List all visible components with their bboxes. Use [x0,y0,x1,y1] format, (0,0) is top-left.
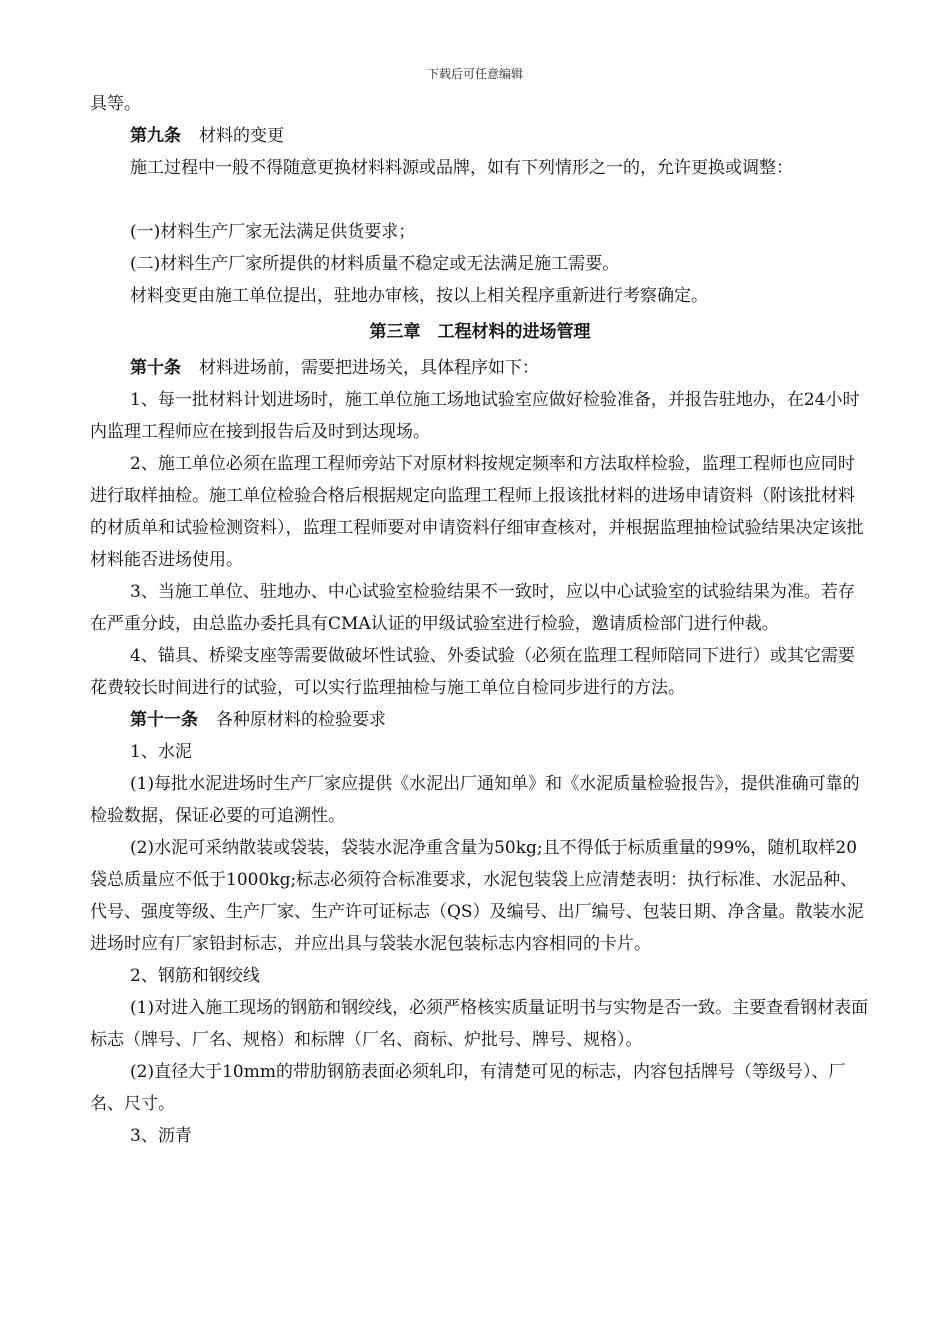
paragraph: (2)水泥可采纳散装或袋装，袋装水泥净重含量为50kg;且不得低于标质重量的99%，随机取样20袋总质量应不低于1000kg;标志必须符合标准要求，水泥包装袋上应清楚表明：执行标准、水泥品种、代号、强度等级、生产厂家、生产许可证标志（QS）及编号、出厂编号、包装日期、净含量。散装水泥进场时应有厂家铅封标志，并应出具与袋装水泥包装标志内容相同的卡片。 [90,838,864,954]
article-9-number: 第九条 [130,126,181,146]
paragraph-continuation: 具等。 [90,94,141,114]
page-header: 下载后可任意编辑 [426,67,523,81]
article-11-heading [90,704,870,736]
list-item: (二)材料生产厂家所提供的材料质量不稳定或无法满足施工需要。 [130,254,620,274]
article-10-heading [90,352,870,384]
paragraph: 3、当施工单位、驻地办、中心试验室检验结果不一致时，应以中心试验室的试验结果为准。若存在严重分歧，由总监办委托具有CMA认证的甲级试验室进行检验，邀请质检部门进行仲裁。 [90,582,855,634]
paragraph: (1)每批水泥进场时生产厂家应提供《水泥出厂通知单》和《水泥质量检验报告》，提供准确可靠的检验数据，保证必要的可追溯性。 [90,774,860,826]
subsection-heading: 3、沥青 [130,1126,192,1146]
article-10-number: 第十条 [130,358,181,378]
paragraph: 材料变更由施工单位提出，驻地办审核，按以上相关程序重新进行考察确定。 [130,286,708,306]
paragraph: 1、每一批材料计划进场时，施工单位施工场地试验室应做好检验准备，并报告驻地办，在24小时内监理工程师应在接到报告后及时到达现场。 [90,390,860,442]
paragraph: 2、施工单位必须在监理工程师旁站下对原材料按规定频率和方法取样检验，监理工程师也应同时进行取样抽检。施工单位检验合格后根据规定向监理工程师上报该批材料的进场申请资料（附该批材料的材质单和试验检测资料），监理工程师要对申请资料仔细审查核对，并根据监理抽检试验结果决定该批材料能否进场使用。 [90,454,864,570]
paragraph: (2)直径大于10mm的带肋钢筋表面必须轧印，有清楚可见的标志，内容包括牌号（等级号）、厂名、尺寸。 [90,1062,846,1114]
article-10-title: 材料进场前，需要把进场关，具体程序如下： [199,358,539,378]
chapter-heading: 第三章 工程材料的进场管理 [369,322,591,342]
list-item: (一)材料生产厂家无法满足供货要求； [130,222,416,242]
subsection-heading: 2、钢筋和钢绞线 [130,966,260,986]
paragraph: 施工过程中一般不得随意更换材料料源或品牌，如有下列情形之一的，允许更换或调整： [130,158,793,178]
article-9-title: 材料的变更 [199,126,284,146]
article-9-heading [90,120,870,152]
paragraph: 4、锚具、桥梁支座等需要做破坏性试验、外委试验（必须在监理工程师陪同下进行）或其它需要花费较长时间进行的试验，可以实行监理抽检与施工单位自检同步进行的方法。 [90,646,855,698]
document-body [90,88,870,1152]
subsection-heading: 1、水泥 [130,742,192,762]
article-11-number: 第十一条 [130,710,198,730]
paragraph: (1)对进入施工现场的钢筋和钢绞线，必须严格核实质量证明书与实物是否一致。主要查看钢材表面标志（牌号、厂名、规格）和标牌（厂名、商标、炉批号、牌号、规格）。 [90,998,869,1050]
article-11-title: 各种原材料的检验要求 [216,710,386,730]
